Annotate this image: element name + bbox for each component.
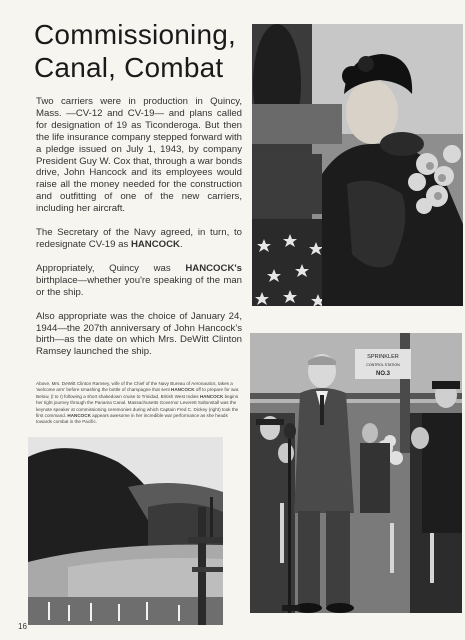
p2-text: The Secretary of the Navy agreed, in turn, to redesignate CV-19 as [36,227,242,250]
paragraph-redesignation [36,227,242,251]
panama-canal-photo [28,437,223,625]
p2-end: . [179,238,183,250]
launch-ceremony-photo [252,24,463,306]
commissioning-ceremony-photo [250,333,462,613]
sign-line-2: CONTROL STATION [366,363,400,367]
caption-text: Above, Mrs. DeWitt Clinton Ramsey, wife of the Chief of the Navy Bureau of Aeronautics, takes a 'welcome arm' before smashing the bottle of champagne that sent [36,381,233,393]
paragraph-production: Two carriers were in production in Quincy, Mass. —CV-12 and CV-19— and plans called for designation of 19 as Ticonderoga. But then the life insurance company stepped forward with a pledge issued on July 1, 1943, by company President Guy W. Cox that, through a war bonds drive, John Hancock and its employees would raise all the money needed for the construction and outfitting of one of the new carriers, including her aircraft. [36,96,242,215]
ship-name: HANCOCK's [185,262,242,274]
caption-text: off to prepare for war. Below, (l to r) following a short shakedown cruise to Trinidad, British West Indies [36,387,240,399]
title-line-1: Commissioning, [34,19,236,50]
title-line-2: Canal, Combat [34,52,224,83]
paragraph-birthplace [36,263,242,299]
paragraph-launch-date: Also appropriate was the choice of January 24, 1944—the 207th anniversary of John Hancock's birth—as the date on which Mrs. DeWitt Clinton Ramsey launched the ship. [36,310,242,358]
ship-name: HANCOCK [171,387,195,393]
sign-line-3: NO.3 [375,371,391,377]
sign-line-1: SPRINKLER [367,354,399,360]
caption-text: begins her tight journey through the Panama Canal. Massachusetts Governor Leverett Saltonstall was the keynote speaker at commissioning ceremonies during which Captain Fred C. Dickey (right) took the first command. [36,393,239,419]
ship-name: HANCOCK [67,413,91,419]
p3-text: Appropriately, Quincy was [36,262,186,274]
p3-end: birthplace—whether you're speaking of the man or the ship. [36,274,242,298]
page-number: 16 [18,622,27,631]
page-title [34,18,254,84]
article-body [36,96,242,370]
photo-caption [36,381,242,426]
ship-name: HANCOCK [130,238,180,250]
ship-name: HANCOCK [199,393,224,399]
caption-text: appears awesome in her incredible war performance as she heads towards combat in the Pacific. [36,413,228,425]
